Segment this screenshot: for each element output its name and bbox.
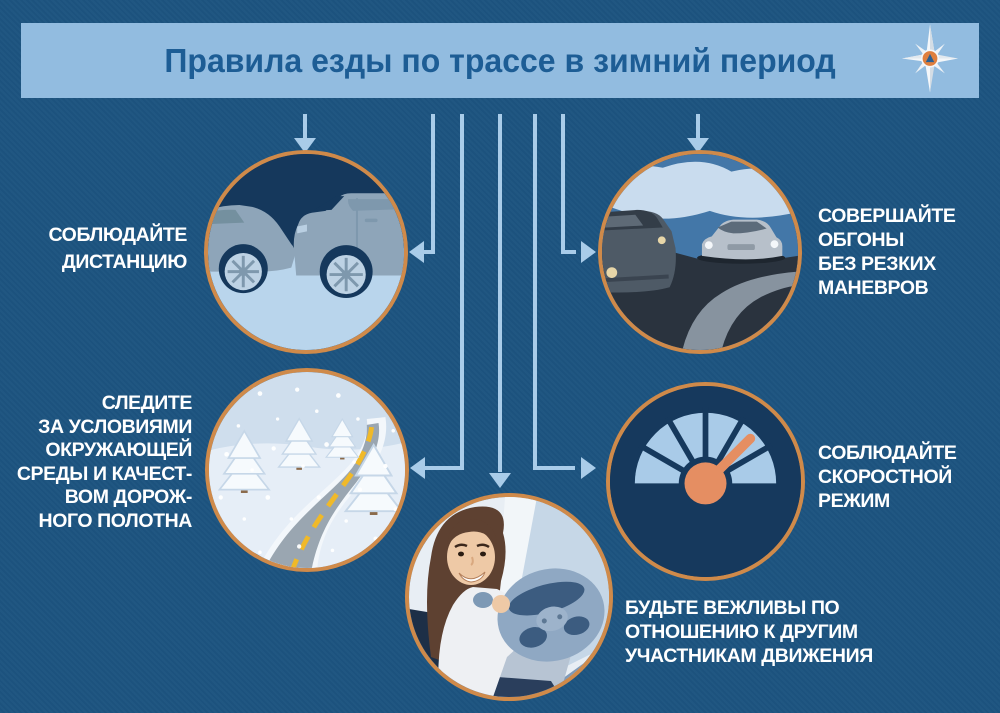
label-be-polite: БУДЬТЕ ВЕЖЛИВЫ ПО ОТНОШЕНИЮ К ДРУГИМ УЧАСТНИКАМ ДВИЖЕНИЯ — [625, 597, 873, 667]
circle-keep-distance — [204, 150, 408, 354]
circle-be-polite — [405, 493, 613, 701]
label-speed-limit: СОБЛЮДАЙТЕ СКОРОСТНОЙ РЕЖИМ — [818, 442, 957, 512]
snowy-road-illustration — [209, 372, 405, 568]
speedometer-illustration — [610, 386, 801, 577]
arrow-down-to-polite-circle — [489, 473, 511, 488]
header-bar — [21, 23, 979, 98]
circle-smooth-overtaking — [598, 150, 802, 354]
circle-road-conditions — [205, 368, 409, 572]
arrow-right-to-speed-circle — [581, 457, 596, 479]
circle-speed-limit — [606, 382, 805, 581]
emercom-star-icon — [899, 23, 961, 98]
driver-hand — [492, 595, 510, 613]
two-cars-too-close-illustration — [208, 154, 404, 350]
page-title: Правила езды по трассе в зимний период — [164, 41, 836, 79]
cars-overtaking-illustration — [602, 154, 798, 350]
label-road-conditions: СЛЕДИТЕ ЗА УСЛОВИЯМИ ОКРУЖАЮЩЕЙ СРЕДЫ И КАЧЕСТ- ВОМ ДОРОЖ- НОГО ПОЛОТНА — [16, 392, 192, 532]
arrow-left-to-distance-circle — [409, 241, 424, 263]
speedometer-hub — [684, 462, 726, 504]
arrow-left-to-road-circle — [410, 457, 425, 479]
label-smooth-overtaking: СОВЕРШАЙТЕ ОБГОНЫ БЕЗ РЕЗКИХ МАНЕВРОВ — [818, 205, 956, 299]
woman-driver-illustration — [409, 497, 609, 697]
label-keep-distance: СОБЛЮДАЙТЕ ДИСТАНЦИЮ — [48, 224, 187, 273]
arrow-right-to-overtake-circle — [581, 241, 596, 263]
